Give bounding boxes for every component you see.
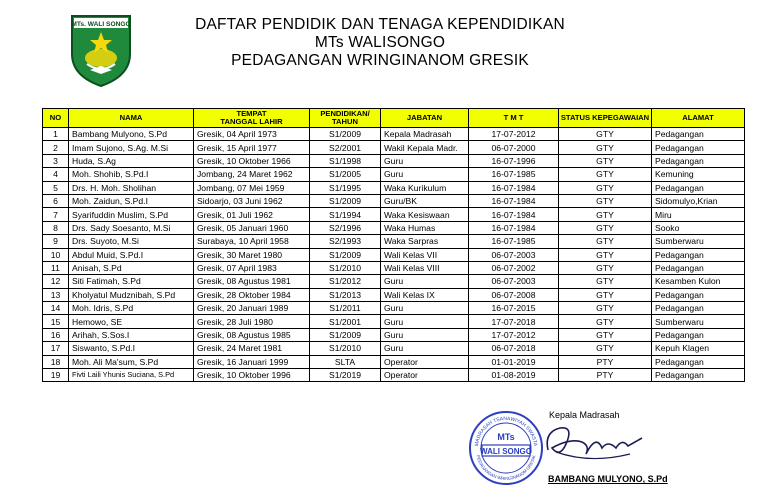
table-cell: S1/2001 [310, 315, 381, 328]
table-cell: Imam Sujono, S.Ag. M.Si [69, 141, 194, 154]
table-cell: Gresik, 05 Januari 1960 [194, 221, 310, 234]
table-cell: GTY [559, 261, 652, 274]
table-cell: Sumberwaru [652, 235, 745, 248]
table-cell: Gresik, 24 Maret 1981 [194, 342, 310, 355]
table-cell: Arihah, S.Sos.I [69, 328, 194, 341]
table-cell: Gresik, 08 Agustus 1985 [194, 328, 310, 341]
column-header: PENDIDIKAN/ TAHUN [310, 109, 381, 128]
table-cell: Drs. Sady Soesanto, M.Si [69, 221, 194, 234]
table-row [43, 221, 745, 234]
table-cell: 16-07-1985 [469, 235, 559, 248]
table-cell: Pedagangan [652, 128, 745, 141]
table-cell: 15 [43, 315, 69, 328]
table-cell: 01-01-2019 [469, 355, 559, 368]
table-cell: Guru [381, 275, 469, 288]
table-row [43, 208, 745, 221]
table-row [43, 168, 745, 181]
table-cell: 1 [43, 128, 69, 141]
table-cell: Abdul Muid, S.Pd.I [69, 248, 194, 261]
column-header: NO [43, 109, 69, 128]
table-cell: S1/2012 [310, 275, 381, 288]
table-cell: S2/1993 [310, 235, 381, 248]
table-cell: S1/2010 [310, 261, 381, 274]
document-title [150, 16, 610, 70]
column-header: ALAMAT [652, 109, 745, 128]
table-cell: Operator [381, 355, 469, 368]
table-cell: S1/2011 [310, 302, 381, 315]
table-cell: Guru [381, 328, 469, 341]
column-header: JABATAN [381, 109, 469, 128]
table-cell: 12 [43, 275, 69, 288]
table-cell: 18 [43, 355, 69, 368]
table-cell: Pedagangan [652, 181, 745, 194]
table-cell: GTY [559, 141, 652, 154]
table-cell: Huda, S.Ag [69, 154, 194, 167]
table-cell: 11 [43, 261, 69, 274]
table-row [43, 261, 745, 274]
table-cell: Guru [381, 168, 469, 181]
table-cell: 17-07-2012 [469, 328, 559, 341]
table-cell: Kepala Madrasah [381, 128, 469, 141]
table-cell: Syarifuddin Muslim, S.Pd [69, 208, 194, 221]
table-cell: Kholyatul Mudznibah, S.Pd [69, 288, 194, 301]
table-row [43, 342, 745, 355]
table-cell: Gresik, 10 Oktober 1996 [194, 369, 310, 382]
table-cell: 13 [43, 288, 69, 301]
table-cell: 06-07-2000 [469, 141, 559, 154]
table-cell: Gresik, 15 April 1977 [194, 141, 310, 154]
table-cell: Gresik, 20 Januari 1989 [194, 302, 310, 315]
table-cell: 16-07-1985 [469, 168, 559, 181]
table-cell: Waka Kesiswaan [381, 208, 469, 221]
signature-title: Kepala Madrasah [549, 410, 620, 420]
table-cell: Surabaya, 10 April 1958 [194, 235, 310, 248]
table-cell: Pedagangan [652, 355, 745, 368]
table-cell: 8 [43, 221, 69, 234]
table-cell: Pedagangan [652, 328, 745, 341]
table-cell: 19 [43, 369, 69, 382]
table-cell: S1/1994 [310, 208, 381, 221]
table-cell: 9 [43, 235, 69, 248]
table-cell: 06-07-2018 [469, 342, 559, 355]
table-cell: GTY [559, 168, 652, 181]
table-cell: GTY [559, 288, 652, 301]
stamp-ring-text: MADRASAH TSANAWIYAH SWASTA [474, 415, 538, 447]
table-cell: Moh. Idris, S.Pd [69, 302, 194, 315]
table-cell: 6 [43, 194, 69, 207]
table-cell: Sidomulyo,Krian [652, 194, 745, 207]
table-cell: 06-07-2008 [469, 288, 559, 301]
table-cell: 16-07-1984 [469, 194, 559, 207]
table-cell: Guru [381, 315, 469, 328]
table-cell: S1/2013 [310, 288, 381, 301]
table-cell: Gresik, 10 Oktober 1966 [194, 154, 310, 167]
table-cell: Gresik, 28 Oktober 1984 [194, 288, 310, 301]
table-row [43, 302, 745, 315]
table-cell: S2/1996 [310, 221, 381, 234]
table-cell: PTY [559, 355, 652, 368]
table-cell: Drs. Suyoto, M.Si [69, 235, 194, 248]
table-cell: Wali Kelas IX [381, 288, 469, 301]
table-cell: GTY [559, 181, 652, 194]
table-cell: Gresik, 28 Juli 1980 [194, 315, 310, 328]
column-header: T M T [469, 109, 559, 128]
table-cell: Drs. H. Moh. Sholihan [69, 181, 194, 194]
table-cell: Kesamben Kulon [652, 275, 745, 288]
table-cell: Miru [652, 208, 745, 221]
table-cell: 17-07-2018 [469, 315, 559, 328]
table-cell: Pedagangan [652, 288, 745, 301]
table-cell: S1/2009 [310, 128, 381, 141]
table-cell: S1/2009 [310, 194, 381, 207]
table-cell: S1/2010 [310, 342, 381, 355]
table-cell: GTY [559, 128, 652, 141]
table-cell: Wali Kelas VII [381, 248, 469, 261]
table-row [43, 275, 745, 288]
table-cell: Pedagangan [652, 248, 745, 261]
table-cell: 16-07-1996 [469, 154, 559, 167]
table-cell: Pedagangan [652, 302, 745, 315]
table-cell: Waka Kurikulum [381, 181, 469, 194]
table-cell: S1/1998 [310, 154, 381, 167]
table-cell: Pedagangan [652, 261, 745, 274]
table-cell: 5 [43, 181, 69, 194]
table-cell: GTY [559, 235, 652, 248]
table-cell: GTY [559, 154, 652, 167]
column-header: STATUS KEPEGAWAIAN [559, 109, 652, 128]
stamp-bottom-text: PEDAGANGAN WRINGINANOM GRESIK [475, 454, 537, 482]
title-line-2: MTs WALISONGO [314, 34, 446, 51]
table-cell: 16 [43, 328, 69, 341]
table-cell: 16-07-1984 [469, 181, 559, 194]
table-cell: Pedagangan [652, 154, 745, 167]
table-cell: GTY [559, 221, 652, 234]
table-row [43, 355, 745, 368]
table-cell: Kepuh Klagen [652, 342, 745, 355]
table-row [43, 315, 745, 328]
staff-table [42, 108, 745, 382]
table-cell: GTY [559, 328, 652, 341]
table-row [43, 369, 745, 382]
table-cell: GTY [559, 302, 652, 315]
table-cell: Siswanto, S.Pd.I [69, 342, 194, 355]
table-cell: GTY [559, 315, 652, 328]
table-cell: Jombang, 24 Maret 1962 [194, 168, 310, 181]
table-cell: 06-07-2002 [469, 261, 559, 274]
table-cell: GTY [559, 194, 652, 207]
stamp-middle-text: WALI SONGO [480, 447, 532, 456]
table-cell: 06-07-2003 [469, 275, 559, 288]
column-header: NAMA [69, 109, 194, 128]
column-header: TEMPAT TANGGAL LAHIR [194, 109, 310, 128]
table-cell: Gresik, 16 Januari 1999 [194, 355, 310, 368]
table-cell: 14 [43, 302, 69, 315]
table-cell: S1/1995 [310, 181, 381, 194]
table-cell: S2/2001 [310, 141, 381, 154]
table-cell: Waka Humas [381, 221, 469, 234]
table-cell: 16-07-1984 [469, 208, 559, 221]
table-cell: 2 [43, 141, 69, 154]
table-row [43, 248, 745, 261]
table-cell: S1/2005 [310, 168, 381, 181]
table-cell: Guru/BK [381, 194, 469, 207]
table-cell: Gresik, 08 Agustus 1981 [194, 275, 310, 288]
table-cell: 06-07-2003 [469, 248, 559, 261]
table-cell: Sumberwaru [652, 315, 745, 328]
table-cell: Gresik, 07 April 1983 [194, 261, 310, 274]
table-cell: S1/2009 [310, 328, 381, 341]
school-logo [70, 14, 132, 88]
table-cell: Gresik, 30 Maret 1980 [194, 248, 310, 261]
table-cell: 01-08-2019 [469, 369, 559, 382]
signature-name: BAMBANG MULYONO, S.Pd [548, 474, 668, 484]
table-cell: Fivti Laili Yhunis Suciana, S.Pd [69, 369, 194, 382]
table-cell: Kemuning [652, 168, 745, 181]
title-line-3: PEDAGANGAN WRINGINANOM GRESIK [231, 52, 529, 69]
table-row [43, 181, 745, 194]
table-cell: Wakil Kepala Madr. [381, 141, 469, 154]
table-cell: GTY [559, 248, 652, 261]
table-cell: S1/2009 [310, 248, 381, 261]
table-cell: Bambang Mulyono, S.Pd [69, 128, 194, 141]
table-row [43, 288, 745, 301]
table-cell: S1/2019 [310, 369, 381, 382]
table-cell: Sooko [652, 221, 745, 234]
table-cell: SLTA [310, 355, 381, 368]
title-line-1: DAFTAR PENDIDIK DAN TENAGA KEPENDIDIKAN [195, 16, 565, 33]
table-cell: GTY [559, 275, 652, 288]
table-cell: 16-07-1984 [469, 221, 559, 234]
table-cell: Guru [381, 302, 469, 315]
table-cell: Operator [381, 369, 469, 382]
table-cell: Waka Sarpras [381, 235, 469, 248]
table-cell: Sidoarjo, 03 Juni 1962 [194, 194, 310, 207]
table-cell: Wali Kelas VIII [381, 261, 469, 274]
table-row [43, 128, 745, 141]
signature-scribble [530, 418, 660, 473]
table-cell: 16-07-2015 [469, 302, 559, 315]
table-cell: 7 [43, 208, 69, 221]
table-cell: 10 [43, 248, 69, 261]
stamp-top-text: MTs [497, 432, 515, 442]
table-cell: GTY [559, 208, 652, 221]
table-cell: Gresik, 01 Juli 1962 [194, 208, 310, 221]
table-cell: 17 [43, 342, 69, 355]
table-cell: Guru [381, 342, 469, 355]
table-cell: Anisah, S.Pd [69, 261, 194, 274]
logo-text: MTs. WALI SONGO [71, 21, 131, 28]
table-cell: Moh. Zaidun, S.Pd.I [69, 194, 194, 207]
table-row [43, 141, 745, 154]
table-cell: 3 [43, 154, 69, 167]
table-cell: Siti Fatimah, S.Pd [69, 275, 194, 288]
table-row [43, 235, 745, 248]
table-cell: Moh. Shohib, S.Pd.I [69, 168, 194, 181]
table-cell: Gresik, 04 April 1973 [194, 128, 310, 141]
table-cell: GTY [559, 342, 652, 355]
table-cell: Hemowo, SE [69, 315, 194, 328]
table-row [43, 328, 745, 341]
table-cell: 4 [43, 168, 69, 181]
table-row [43, 194, 745, 207]
table-cell: 17-07-2012 [469, 128, 559, 141]
table-cell: Pedagangan [652, 369, 745, 382]
table-row [43, 154, 745, 167]
table-cell: Jombang, 07 Mei 1959 [194, 181, 310, 194]
table-cell: Pedagangan [652, 141, 745, 154]
table-cell: PTY [559, 369, 652, 382]
table-cell: Guru [381, 154, 469, 167]
table-header-row [43, 109, 745, 128]
table-cell: Moh. Ali Ma'sum, S.Pd [69, 355, 194, 368]
